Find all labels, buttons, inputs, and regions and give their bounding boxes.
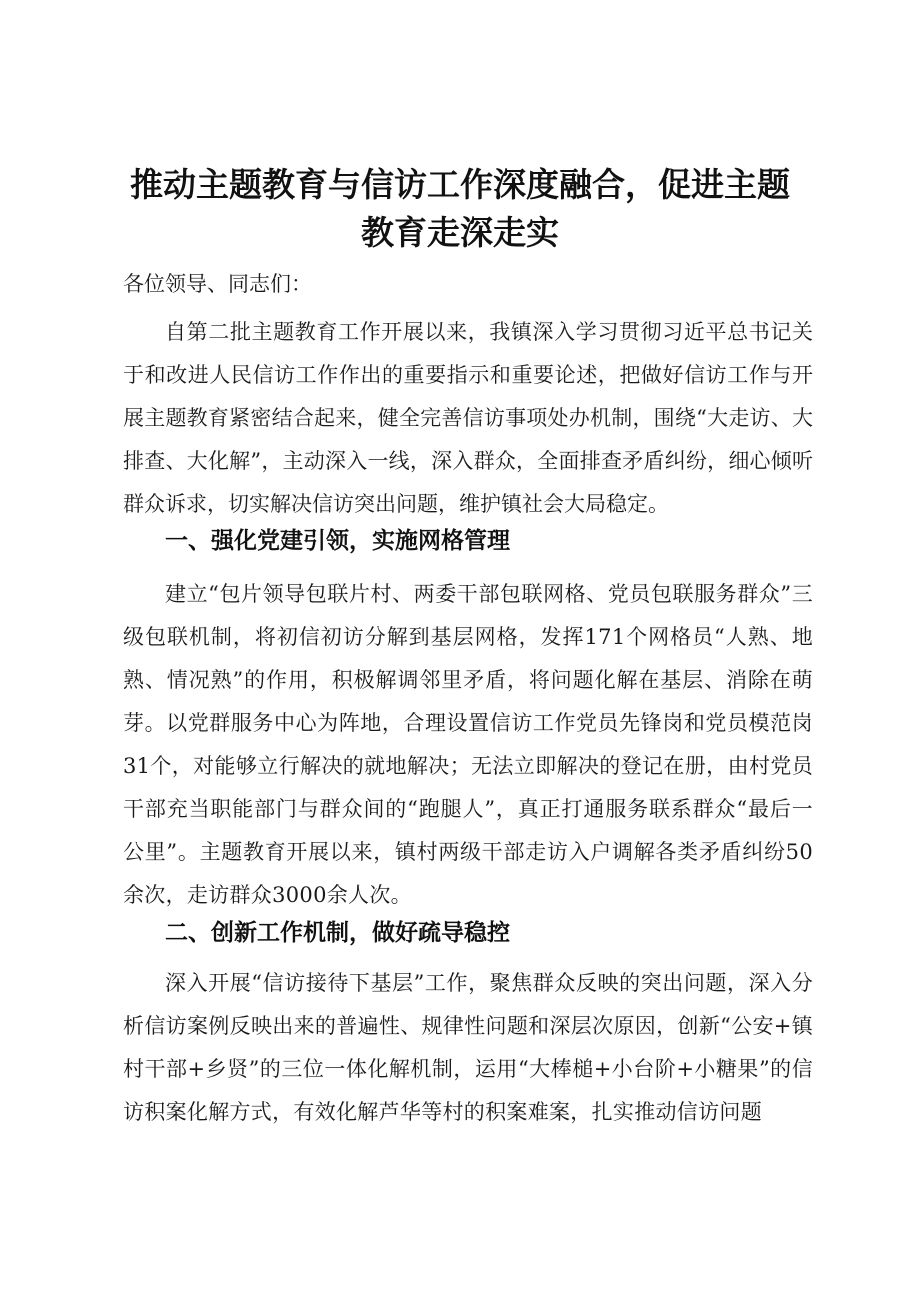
section-1-paragraph: 建立“包片领导包联片村、两委干部包联网格、党员包联服务群众”三级包联机制，将初信初访分解到基层网格，发挥171个网格员“人熟、地熟、情况熟”的作用，积极解调邻里矛盾，将问题化解在基层、消除在萌芽。以党群服务中心为阵地，合理设置信访工作党员先锋岗和党员模范岗31个，对能够立行解决的就地解决；无法立即解决的登记在册，由村党员干部充当职能部门与群众间的“跑腿人”，真正打通服务联系群众“最后一公里”。主题教育开展以来，镇村两级干部走访入户调解各类矛盾纠纷50余次，走访群众3000余人次。 [123,582,813,907]
section-2-paragraph: 深入开展“信访接待下基层”工作，聚焦群众反映的突出问题，深入分析信访案例反映出来的普遍性、规律性问题和深层次原因，创新“公安+镇村干部+乡贤”的三位一体化解机制，运用“大棒槌+小台阶+小糖果”的信访积案化解方式，有效化解芦华等村的积案难案，扎实推动信访问题 [123,971,813,1124]
salutation: 各位领导、同志们： [123,272,312,296]
document-title-line-2: 教育走深走实 [361,213,559,252]
section-1-heading: 一、强化党建引领，实施网格管理 [165,528,510,554]
section-2-heading: 二、创新工作机制，做好疏导稳控 [165,920,510,946]
intro-paragraph: 自第二批主题教育工作开展以来，我镇深入学习贯彻习近平总书记关于和改进人民信访工作作出的重要指示和重要论述，把做好信访工作与开展主题教育紧密结合起来，健全完善信访事项处办机制，围绕“大走访、大排查、大化解”，主动深入一线，深入群众，全面排查矛盾纠纷，细心倾听群众诉求，切实解决信访突出问题，维护镇社会大局稳定。 [123,320,813,516]
document-title-line-1: 推动主题教育与信访工作深度融合，促进主题 [130,165,790,204]
